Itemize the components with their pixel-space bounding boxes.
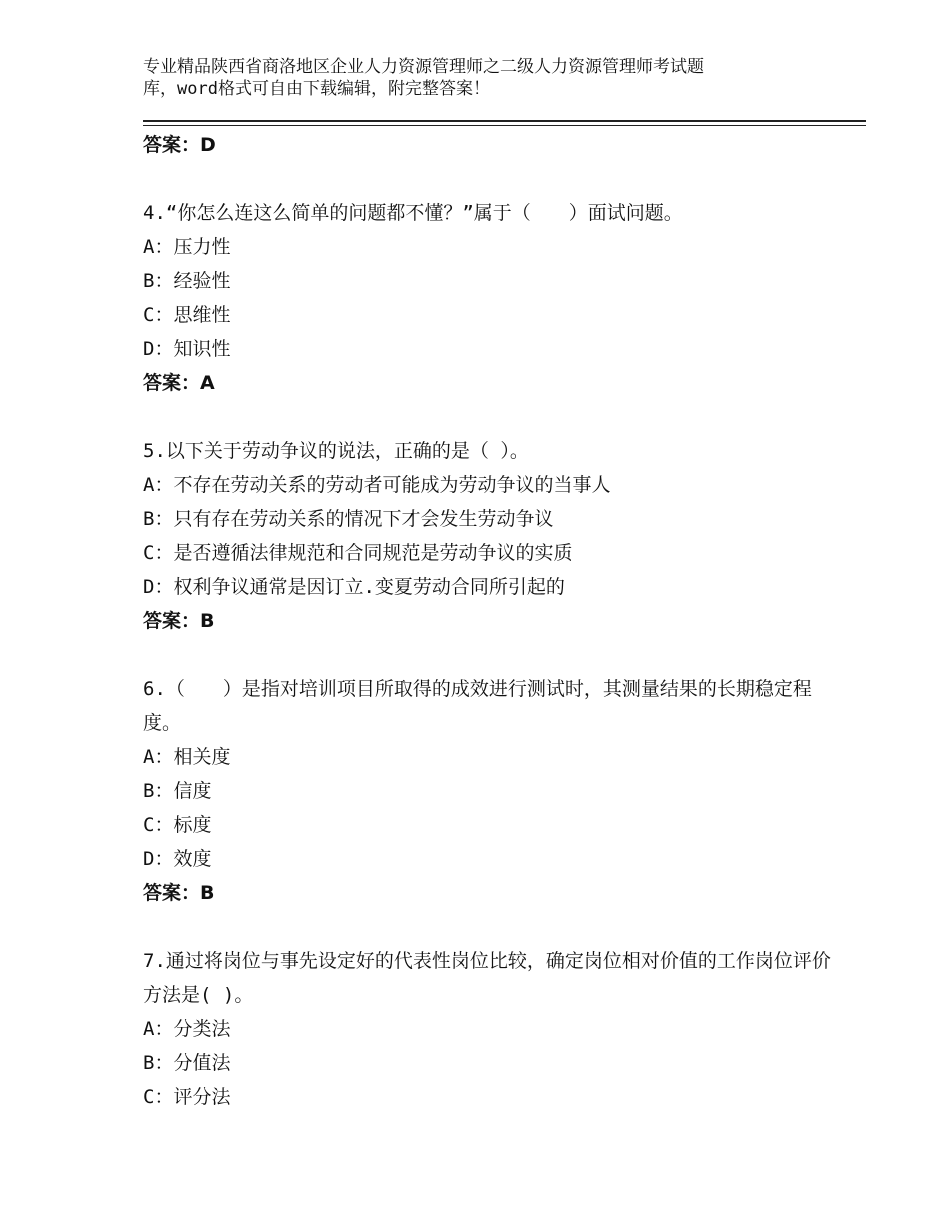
option-c: C：思维性 bbox=[143, 304, 231, 326]
question-answer: 答案：B bbox=[143, 882, 215, 904]
header-divider-thick bbox=[143, 120, 866, 122]
header-line-1: 专业精品陕西省商洛地区企业人力资源管理师之二级人力资源管理师考试题 bbox=[143, 57, 704, 77]
option-a: A：不存在劳动关系的劳动者可能成为劳动争议的当事人 bbox=[143, 474, 611, 496]
option-a: A：分类法 bbox=[143, 1018, 231, 1040]
previous-answer: 答案：D bbox=[143, 134, 216, 156]
option-c: C：标度 bbox=[143, 814, 212, 836]
question-stem: 6.（ ）是指对培训项目所取得的成效进行测试时，其测量结果的长期稳定程度。 bbox=[143, 678, 812, 734]
option-c: C：是否遵循法律规范和合同规范是劳动争议的实质 bbox=[143, 542, 573, 564]
option-d: D：知识性 bbox=[143, 338, 231, 360]
question-answer: 答案：B bbox=[143, 610, 215, 632]
option-d: D：效度 bbox=[143, 848, 212, 870]
option-a: A：压力性 bbox=[143, 236, 231, 258]
question-answer: 答案：A bbox=[143, 372, 215, 394]
question-4 bbox=[143, 196, 843, 400]
question-stem: 5.以下关于劳动争议的说法，正确的是（ ）。 bbox=[143, 440, 529, 462]
question-stem: 4.“你怎么连这么简单的问题都不懂？”属于（ ）面试问题。 bbox=[143, 202, 683, 224]
document-header bbox=[143, 56, 823, 100]
header-line-2: 库，word格式可自由下载编辑，附完整答案！ bbox=[143, 79, 490, 99]
question-list bbox=[143, 128, 843, 1114]
question-5 bbox=[143, 434, 843, 638]
option-b: B：信度 bbox=[143, 780, 212, 802]
option-b: B：分值法 bbox=[143, 1052, 231, 1074]
option-d: D：权利争议通常是因订立.变夏劳动合同所引起的 bbox=[143, 576, 565, 598]
option-b: B：只有存在劳动关系的情况下才会发生劳动争议 bbox=[143, 508, 554, 530]
question-7 bbox=[143, 944, 843, 1114]
option-c: C：评分法 bbox=[143, 1086, 231, 1108]
option-a: A：相关度 bbox=[143, 746, 231, 768]
question-6 bbox=[143, 672, 843, 910]
option-b: B：经验性 bbox=[143, 270, 231, 292]
question-stem: 7.通过将岗位与事先设定好的代表性岗位比较，确定岗位相对价值的工作岗位评价方法是( )。 bbox=[143, 950, 831, 1006]
header-divider-thin bbox=[143, 125, 866, 126]
